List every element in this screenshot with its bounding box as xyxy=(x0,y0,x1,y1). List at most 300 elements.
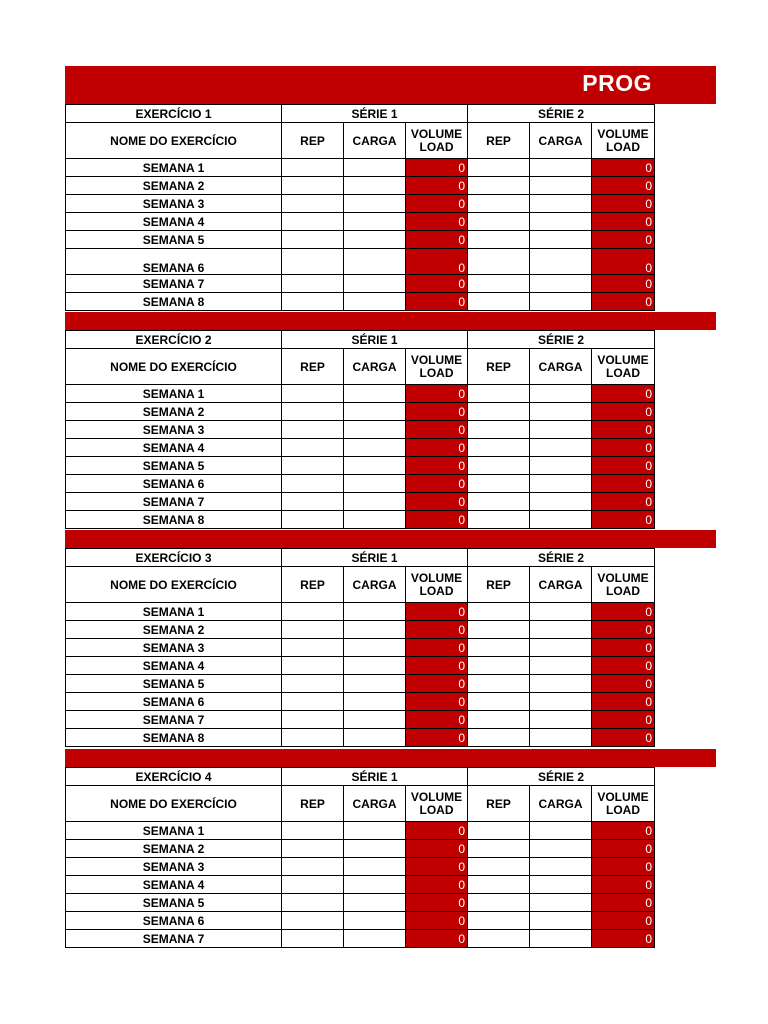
table-row xyxy=(66,457,655,475)
rep-input-serie-1[interactable] xyxy=(282,603,344,621)
week-label: SEMANA 4 xyxy=(66,439,282,457)
week-label: SEMANA 4 xyxy=(66,657,282,675)
volume-load-serie-1: 0 xyxy=(406,912,468,930)
carga-input-serie-1[interactable] xyxy=(344,603,406,621)
rep-input-serie-2[interactable] xyxy=(468,621,530,639)
volume-load-header: VOLUME LOAD xyxy=(406,567,468,603)
rep-input-serie-1[interactable] xyxy=(282,275,344,293)
table-row xyxy=(66,822,655,840)
rep-input-serie-2[interactable] xyxy=(468,711,530,729)
carga-header: CARGA xyxy=(344,349,406,385)
serie-2-header: SÉRIE 2 xyxy=(468,105,655,123)
rep-header: REP xyxy=(282,123,344,159)
table-row xyxy=(66,912,655,930)
week-label: SEMANA 2 xyxy=(66,177,282,195)
volume-load-serie-1: 0 xyxy=(406,293,468,311)
carga-input-serie-1[interactable] xyxy=(344,711,406,729)
volume-load-serie-2: 0 xyxy=(592,293,655,311)
rep-input-serie-1[interactable] xyxy=(282,249,344,275)
carga-input-serie-1[interactable] xyxy=(344,231,406,249)
exercise-label: EXERCÍCIO 4 xyxy=(66,768,282,786)
table-row xyxy=(66,858,655,876)
volume-load-serie-1: 0 xyxy=(406,603,468,621)
carga-input-serie-1[interactable] xyxy=(344,930,406,948)
week-label: SEMANA 6 xyxy=(66,912,282,930)
carga-input-serie-2[interactable] xyxy=(530,421,592,439)
carga-input-serie-2[interactable] xyxy=(530,603,592,621)
volume-load-serie-1: 0 xyxy=(406,729,468,747)
rep-input-serie-2[interactable] xyxy=(468,876,530,894)
week-label: SEMANA 3 xyxy=(66,421,282,439)
rep-input-serie-2[interactable] xyxy=(468,657,530,675)
carga-input-serie-2[interactable] xyxy=(530,639,592,657)
title-bar xyxy=(65,66,716,104)
table-row xyxy=(66,675,655,693)
carga-input-serie-2[interactable] xyxy=(530,912,592,930)
carga-input-serie-2[interactable] xyxy=(530,293,592,311)
serie-1-header: SÉRIE 1 xyxy=(282,768,468,786)
week-label: SEMANA 6 xyxy=(66,475,282,493)
carga-input-serie-2[interactable] xyxy=(530,213,592,231)
rep-input-serie-2[interactable] xyxy=(468,385,530,403)
rep-input-serie-1[interactable] xyxy=(282,858,344,876)
volume-load-serie-1: 0 xyxy=(406,693,468,711)
table-row xyxy=(66,693,655,711)
serie-1-header: SÉRIE 1 xyxy=(282,331,468,349)
carga-input-serie-2[interactable] xyxy=(530,177,592,195)
volume-load-serie-2: 0 xyxy=(592,275,655,293)
volume-load-serie-2: 0 xyxy=(592,603,655,621)
rep-input-serie-2[interactable] xyxy=(468,822,530,840)
table-row xyxy=(66,894,655,912)
volume-load-serie-1: 0 xyxy=(406,421,468,439)
rep-input-serie-1[interactable] xyxy=(282,639,344,657)
table-row xyxy=(66,195,655,213)
carga-input-serie-2[interactable] xyxy=(530,249,592,275)
serie-2-header: SÉRIE 2 xyxy=(468,768,655,786)
volume-load-serie-2: 0 xyxy=(592,421,655,439)
volume-load-serie-2: 0 xyxy=(592,711,655,729)
volume-load-serie-1: 0 xyxy=(406,385,468,403)
rep-input-serie-2[interactable] xyxy=(468,457,530,475)
section-separator xyxy=(65,530,716,548)
volume-load-serie-1: 0 xyxy=(406,675,468,693)
rep-input-serie-1[interactable] xyxy=(282,385,344,403)
carga-input-serie-2[interactable] xyxy=(530,822,592,840)
rep-input-serie-1[interactable] xyxy=(282,675,344,693)
carga-input-serie-1[interactable] xyxy=(344,858,406,876)
week-label: SEMANA 4 xyxy=(66,213,282,231)
rep-input-serie-2[interactable] xyxy=(468,930,530,948)
volume-load-serie-2: 0 xyxy=(592,231,655,249)
serie-1-header: SÉRIE 1 xyxy=(282,549,468,567)
volume-load-serie-2: 0 xyxy=(592,729,655,747)
rep-input-serie-1[interactable] xyxy=(282,195,344,213)
carga-input-serie-1[interactable] xyxy=(344,439,406,457)
carga-input-serie-2[interactable] xyxy=(530,493,592,511)
exercise-label: EXERCÍCIO 1 xyxy=(66,105,282,123)
rep-input-serie-2[interactable] xyxy=(468,159,530,177)
rep-input-serie-2[interactable] xyxy=(468,693,530,711)
volume-load-serie-2: 0 xyxy=(592,457,655,475)
carga-input-serie-1[interactable] xyxy=(344,729,406,747)
carga-input-serie-2[interactable] xyxy=(530,840,592,858)
table-row xyxy=(66,159,655,177)
carga-input-serie-2[interactable] xyxy=(530,403,592,421)
carga-input-serie-1[interactable] xyxy=(344,621,406,639)
header-row xyxy=(66,331,655,349)
header-row xyxy=(66,768,655,786)
rep-header: REP xyxy=(282,786,344,822)
carga-input-serie-2[interactable] xyxy=(530,621,592,639)
carga-input-serie-2[interactable] xyxy=(530,894,592,912)
volume-load-serie-2: 0 xyxy=(592,403,655,421)
carga-input-serie-2[interactable] xyxy=(530,930,592,948)
volume-load-serie-1: 0 xyxy=(406,930,468,948)
volume-load-serie-1: 0 xyxy=(406,840,468,858)
volume-load-serie-2: 0 xyxy=(592,840,655,858)
table-row xyxy=(66,213,655,231)
rep-input-serie-1[interactable] xyxy=(282,293,344,311)
carga-input-serie-1[interactable] xyxy=(344,876,406,894)
carga-input-serie-1[interactable] xyxy=(344,177,406,195)
rep-input-serie-2[interactable] xyxy=(468,912,530,930)
carga-header: CARGA xyxy=(530,786,592,822)
volume-load-serie-1: 0 xyxy=(406,195,468,213)
rep-input-serie-2[interactable] xyxy=(468,511,530,529)
volume-load-serie-1: 0 xyxy=(406,439,468,457)
serie-1-header: SÉRIE 1 xyxy=(282,105,468,123)
rep-input-serie-2[interactable] xyxy=(468,493,530,511)
volume-load-serie-1: 0 xyxy=(406,403,468,421)
volume-load-serie-1: 0 xyxy=(406,858,468,876)
carga-input-serie-1[interactable] xyxy=(344,249,406,275)
carga-header: CARGA xyxy=(530,567,592,603)
carga-input-serie-1[interactable] xyxy=(344,385,406,403)
rep-input-serie-1[interactable] xyxy=(282,213,344,231)
carga-input-serie-2[interactable] xyxy=(530,475,592,493)
carga-input-serie-1[interactable] xyxy=(344,639,406,657)
rep-input-serie-1[interactable] xyxy=(282,493,344,511)
table-row xyxy=(66,231,655,249)
volume-load-serie-1: 0 xyxy=(406,159,468,177)
carga-input-serie-2[interactable] xyxy=(530,858,592,876)
rep-input-serie-1[interactable] xyxy=(282,231,344,249)
volume-load-serie-1: 0 xyxy=(406,475,468,493)
table-row xyxy=(66,603,655,621)
carga-input-serie-2[interactable] xyxy=(530,195,592,213)
carga-input-serie-1[interactable] xyxy=(344,159,406,177)
rep-input-serie-2[interactable] xyxy=(468,177,530,195)
rep-input-serie-2[interactable] xyxy=(468,213,530,231)
carga-input-serie-2[interactable] xyxy=(530,275,592,293)
rep-input-serie-1[interactable] xyxy=(282,894,344,912)
rep-input-serie-2[interactable] xyxy=(468,293,530,311)
week-label: SEMANA 2 xyxy=(66,840,282,858)
volume-load-serie-1: 0 xyxy=(406,249,468,275)
rep-input-serie-2[interactable] xyxy=(468,675,530,693)
table-row xyxy=(66,729,655,747)
volume-load-header: VOLUME LOAD xyxy=(592,123,655,159)
column-header-row xyxy=(66,786,655,822)
page-title: PROG xyxy=(582,70,652,96)
rep-input-serie-1[interactable] xyxy=(282,511,344,529)
volume-load-header: VOLUME LOAD xyxy=(592,349,655,385)
carga-input-serie-2[interactable] xyxy=(530,711,592,729)
carga-input-serie-1[interactable] xyxy=(344,840,406,858)
rep-header: REP xyxy=(282,567,344,603)
rep-header: REP xyxy=(468,567,530,603)
rep-input-serie-1[interactable] xyxy=(282,912,344,930)
carga-input-serie-2[interactable] xyxy=(530,385,592,403)
carga-input-serie-1[interactable] xyxy=(344,293,406,311)
exercise-table xyxy=(65,767,655,948)
rep-input-serie-1[interactable] xyxy=(282,403,344,421)
rep-input-serie-1[interactable] xyxy=(282,693,344,711)
table-row xyxy=(66,657,655,675)
week-label: SEMANA 3 xyxy=(66,858,282,876)
carga-input-serie-2[interactable] xyxy=(530,439,592,457)
rep-input-serie-2[interactable] xyxy=(468,275,530,293)
rep-input-serie-2[interactable] xyxy=(468,249,530,275)
volume-load-serie-2: 0 xyxy=(592,159,655,177)
volume-load-serie-2: 0 xyxy=(592,639,655,657)
volume-load-serie-2: 0 xyxy=(592,439,655,457)
volume-load-serie-1: 0 xyxy=(406,493,468,511)
rep-input-serie-2[interactable] xyxy=(468,858,530,876)
rep-input-serie-2[interactable] xyxy=(468,475,530,493)
week-label: SEMANA 5 xyxy=(66,675,282,693)
table-row xyxy=(66,711,655,729)
rep-header: REP xyxy=(282,349,344,385)
carga-input-serie-1[interactable] xyxy=(344,912,406,930)
column-header-row xyxy=(66,349,655,385)
section-separator xyxy=(65,312,716,330)
volume-load-header: VOLUME LOAD xyxy=(592,786,655,822)
table-row xyxy=(66,840,655,858)
week-label: SEMANA 7 xyxy=(66,711,282,729)
column-header-row xyxy=(66,567,655,603)
volume-load-serie-2: 0 xyxy=(592,876,655,894)
table-row xyxy=(66,439,655,457)
volume-load-header: VOLUME LOAD xyxy=(592,567,655,603)
carga-input-serie-2[interactable] xyxy=(530,231,592,249)
carga-header: CARGA xyxy=(344,786,406,822)
table-row xyxy=(66,403,655,421)
rep-input-serie-1[interactable] xyxy=(282,657,344,675)
volume-load-serie-1: 0 xyxy=(406,457,468,475)
carga-header: CARGA xyxy=(344,123,406,159)
carga-input-serie-1[interactable] xyxy=(344,493,406,511)
volume-load-serie-1: 0 xyxy=(406,621,468,639)
table-row xyxy=(66,493,655,511)
week-label: SEMANA 8 xyxy=(66,729,282,747)
carga-input-serie-1[interactable] xyxy=(344,213,406,231)
week-label: SEMANA 2 xyxy=(66,403,282,421)
exercise-name-field[interactable]: NOME DO EXERCÍCIO xyxy=(66,567,282,603)
volume-load-serie-1: 0 xyxy=(406,822,468,840)
rep-input-serie-1[interactable] xyxy=(282,729,344,747)
carga-input-serie-2[interactable] xyxy=(530,693,592,711)
carga-input-serie-2[interactable] xyxy=(530,675,592,693)
volume-load-serie-1: 0 xyxy=(406,511,468,529)
volume-load-serie-2: 0 xyxy=(592,912,655,930)
volume-load-serie-2: 0 xyxy=(592,657,655,675)
table-row xyxy=(66,511,655,529)
table-row xyxy=(66,385,655,403)
table-row xyxy=(66,475,655,493)
rep-input-serie-1[interactable] xyxy=(282,840,344,858)
volume-load-serie-1: 0 xyxy=(406,275,468,293)
carga-input-serie-2[interactable] xyxy=(530,876,592,894)
volume-load-serie-2: 0 xyxy=(592,822,655,840)
volume-load-serie-1: 0 xyxy=(406,876,468,894)
volume-load-serie-1: 0 xyxy=(406,213,468,231)
week-label: SEMANA 5 xyxy=(66,894,282,912)
week-label: SEMANA 1 xyxy=(66,822,282,840)
week-label: SEMANA 2 xyxy=(66,621,282,639)
week-label: SEMANA 4 xyxy=(66,876,282,894)
header-row xyxy=(66,105,655,123)
carga-input-serie-2[interactable] xyxy=(530,729,592,747)
carga-input-serie-1[interactable] xyxy=(344,822,406,840)
rep-input-serie-2[interactable] xyxy=(468,421,530,439)
volume-load-header: VOLUME LOAD xyxy=(406,123,468,159)
volume-load-serie-2: 0 xyxy=(592,693,655,711)
carga-input-serie-2[interactable] xyxy=(530,657,592,675)
carga-input-serie-2[interactable] xyxy=(530,159,592,177)
rep-input-serie-2[interactable] xyxy=(468,195,530,213)
carga-header: CARGA xyxy=(530,123,592,159)
table-row xyxy=(66,177,655,195)
volume-load-serie-2: 0 xyxy=(592,213,655,231)
week-label: SEMANA 3 xyxy=(66,639,282,657)
rep-input-serie-1[interactable] xyxy=(282,930,344,948)
table-row xyxy=(66,275,655,293)
week-label: SEMANA 1 xyxy=(66,385,282,403)
carga-input-serie-1[interactable] xyxy=(344,195,406,213)
volume-load-serie-2: 0 xyxy=(592,177,655,195)
week-label: SEMANA 5 xyxy=(66,457,282,475)
rep-input-serie-1[interactable] xyxy=(282,711,344,729)
serie-2-header: SÉRIE 2 xyxy=(468,331,655,349)
volume-load-serie-2: 0 xyxy=(592,475,655,493)
rep-header: REP xyxy=(468,123,530,159)
rep-input-serie-1[interactable] xyxy=(282,876,344,894)
volume-load-serie-2: 0 xyxy=(592,493,655,511)
rep-input-serie-2[interactable] xyxy=(468,729,530,747)
week-label: SEMANA 1 xyxy=(66,603,282,621)
volume-load-serie-1: 0 xyxy=(406,711,468,729)
volume-load-serie-2: 0 xyxy=(592,675,655,693)
table-row xyxy=(66,621,655,639)
week-label: SEMANA 7 xyxy=(66,275,282,293)
week-label: SEMANA 3 xyxy=(66,195,282,213)
week-label: SEMANA 1 xyxy=(66,159,282,177)
carga-input-serie-1[interactable] xyxy=(344,275,406,293)
exercise-table xyxy=(65,104,655,311)
volume-load-serie-2: 0 xyxy=(592,385,655,403)
table-row xyxy=(66,639,655,657)
exercise-table xyxy=(65,330,655,529)
carga-input-serie-1[interactable] xyxy=(344,421,406,439)
carga-input-serie-1[interactable] xyxy=(344,475,406,493)
rep-input-serie-1[interactable] xyxy=(282,421,344,439)
rep-input-serie-1[interactable] xyxy=(282,822,344,840)
rep-input-serie-2[interactable] xyxy=(468,894,530,912)
volume-load-serie-1: 0 xyxy=(406,177,468,195)
exercise-name-field[interactable]: NOME DO EXERCÍCIO xyxy=(66,786,282,822)
exercise-name-field[interactable]: NOME DO EXERCÍCIO xyxy=(66,349,282,385)
header-row xyxy=(66,549,655,567)
exercise-name-field[interactable]: NOME DO EXERCÍCIO xyxy=(66,123,282,159)
rep-input-serie-2[interactable] xyxy=(468,840,530,858)
volume-load-header: VOLUME LOAD xyxy=(406,786,468,822)
week-label: SEMANA 7 xyxy=(66,493,282,511)
exercise-table xyxy=(65,548,655,747)
carga-input-serie-2[interactable] xyxy=(530,511,592,529)
carga-input-serie-1[interactable] xyxy=(344,511,406,529)
volume-load-serie-1: 0 xyxy=(406,231,468,249)
volume-load-serie-2: 0 xyxy=(592,621,655,639)
week-label: SEMANA 6 xyxy=(66,249,282,275)
rep-input-serie-1[interactable] xyxy=(282,475,344,493)
carga-input-serie-1[interactable] xyxy=(344,693,406,711)
table-row xyxy=(66,876,655,894)
week-label: SEMANA 8 xyxy=(66,511,282,529)
table-row xyxy=(66,293,655,311)
volume-load-serie-2: 0 xyxy=(592,930,655,948)
rep-input-serie-2[interactable] xyxy=(468,639,530,657)
volume-load-serie-2: 0 xyxy=(592,858,655,876)
rep-input-serie-2[interactable] xyxy=(468,403,530,421)
volume-load-serie-2: 0 xyxy=(592,511,655,529)
rep-input-serie-2[interactable] xyxy=(468,439,530,457)
rep-input-serie-1[interactable] xyxy=(282,439,344,457)
carga-header: CARGA xyxy=(344,567,406,603)
carga-input-serie-1[interactable] xyxy=(344,894,406,912)
week-label: SEMANA 5 xyxy=(66,231,282,249)
volume-load-serie-1: 0 xyxy=(406,639,468,657)
rep-header: REP xyxy=(468,786,530,822)
week-label: SEMANA 8 xyxy=(66,293,282,311)
rep-input-serie-1[interactable] xyxy=(282,177,344,195)
volume-load-serie-1: 0 xyxy=(406,657,468,675)
rep-input-serie-1[interactable] xyxy=(282,457,344,475)
volume-load-serie-2: 0 xyxy=(592,894,655,912)
section-separator xyxy=(65,749,716,767)
exercise-label: EXERCÍCIO 2 xyxy=(66,331,282,349)
volume-load-serie-2: 0 xyxy=(592,249,655,275)
carga-input-serie-1[interactable] xyxy=(344,675,406,693)
week-label: SEMANA 6 xyxy=(66,693,282,711)
carga-input-serie-1[interactable] xyxy=(344,457,406,475)
table-row xyxy=(66,930,655,948)
carga-input-serie-2[interactable] xyxy=(530,457,592,475)
rep-input-serie-2[interactable] xyxy=(468,603,530,621)
carga-input-serie-1[interactable] xyxy=(344,657,406,675)
rep-input-serie-1[interactable] xyxy=(282,159,344,177)
carga-input-serie-1[interactable] xyxy=(344,403,406,421)
volume-load-serie-1: 0 xyxy=(406,894,468,912)
volume-load-serie-2: 0 xyxy=(592,195,655,213)
serie-2-header: SÉRIE 2 xyxy=(468,549,655,567)
volume-load-header: VOLUME LOAD xyxy=(406,349,468,385)
rep-header: REP xyxy=(468,349,530,385)
carga-header: CARGA xyxy=(530,349,592,385)
rep-input-serie-2[interactable] xyxy=(468,231,530,249)
rep-input-serie-1[interactable] xyxy=(282,621,344,639)
